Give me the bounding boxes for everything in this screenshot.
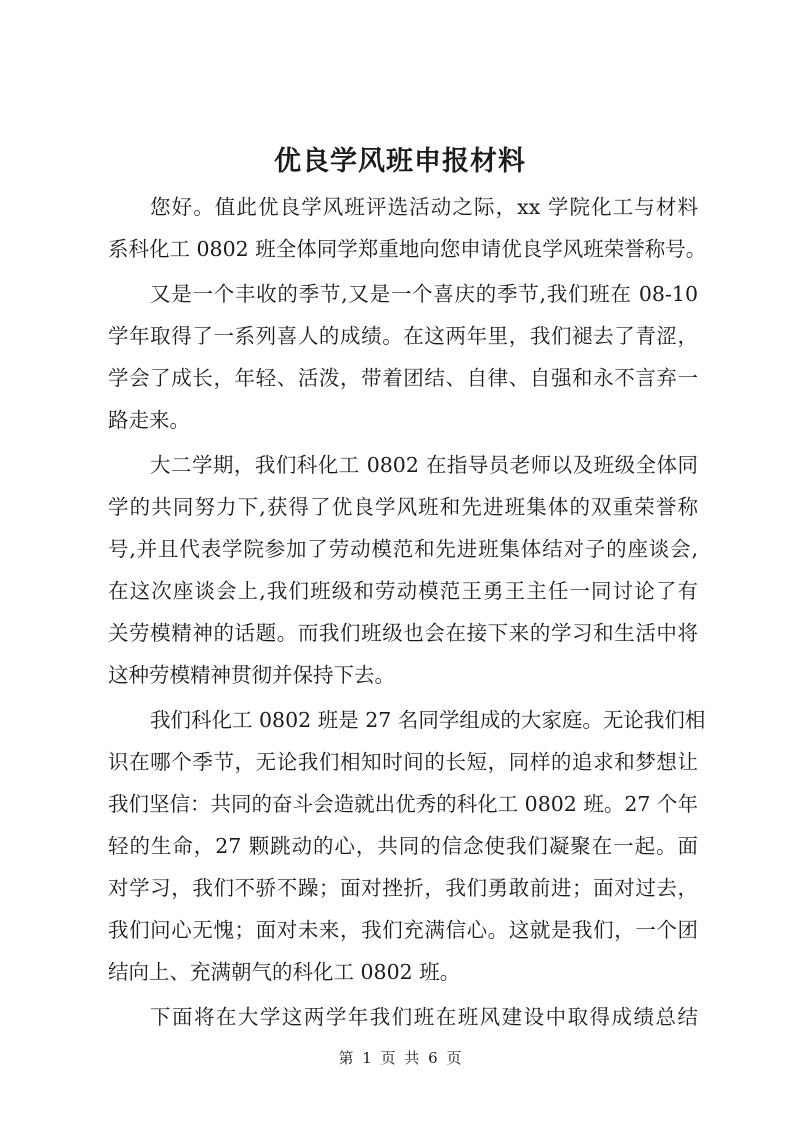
paragraph-4-line-1: 我们科化工 0802 班是 27 名同学组成的大家庭。无论我们相	[150, 708, 706, 732]
paragraph-4-line-7: 结向上、充满朝气的科化工 0802 班。	[108, 960, 461, 984]
paragraph-1-line-2: 系科化工 0802 班全体同学郑重地向您申请优良学风班荣誉称号。	[108, 237, 707, 261]
paragraph-4-line-5: 对学习，我们不骄不躁；面对挫折，我们勇敢前进；面对过去，	[108, 876, 698, 900]
paragraph-4-line-2: 识在哪个季节，无论我们相知时间的长短，同样的追求和梦想让	[108, 750, 698, 774]
paragraph-3-line-4: 在这次座谈会上,我们班级和劳动模范王勇王主任一同讨论了有	[108, 579, 698, 603]
paragraph-2-line-3: 学会了成长，年轻、活泼，带着团结、自律、自强和永不言弃一	[108, 366, 698, 390]
paragraph-3-line-6: 这种劳模精神贯彻并保持下去。	[108, 663, 395, 687]
paragraph-3-line-2: 学的共同努力下,获得了优良学风班和先进班集体的双重荣誉称	[108, 495, 698, 519]
paragraph-2-line-2: 学年取得了一系列喜人的成绩。在这两年里，我们褪去了青涩，	[108, 324, 698, 348]
page-footer: 第 1 页 共 6 页	[338, 1049, 462, 1067]
paragraph-3-line-5: 关劳模精神的话题。而我们班级也会在接下来的学习和生活中将	[108, 621, 698, 645]
paragraph-4-line-4: 轻的生命，27 颗跳动的心，共同的信念使我们凝聚在一起。面	[108, 834, 698, 858]
paragraph-4-line-3: 我们坚信：共同的奋斗会造就出优秀的科化工 0802 班。27 个年	[108, 792, 698, 816]
document-body	[108, 186, 707, 1038]
paragraph-3-line-3: 号,并且代表学院参加了劳动模范和先进班集体结对子的座谈会,	[108, 537, 698, 561]
paragraph-2-line-4: 路走来。	[108, 408, 190, 432]
paragraph-3-line-1: 大二学期，我们科化工 0802 在指导员老师以及班级全体同	[150, 453, 698, 477]
paragraph-2-line-1: 又是一个丰收的季节,又是一个喜庆的季节,我们班在 08-10	[150, 282, 698, 306]
document-title: 优良学风班申报材料	[274, 146, 526, 177]
paragraph-5-line-1: 下面将在大学这两学年我们班在班风建设中取得成绩总结	[150, 1005, 698, 1029]
paragraph-4-line-6: 我们问心无愧；面对未来，我们充满信心。这就是我们，一个团	[108, 918, 698, 942]
paragraph-1-line-1: 您好。值此优良学风班评选活动之际，xx 学院化工与材料	[150, 195, 698, 219]
